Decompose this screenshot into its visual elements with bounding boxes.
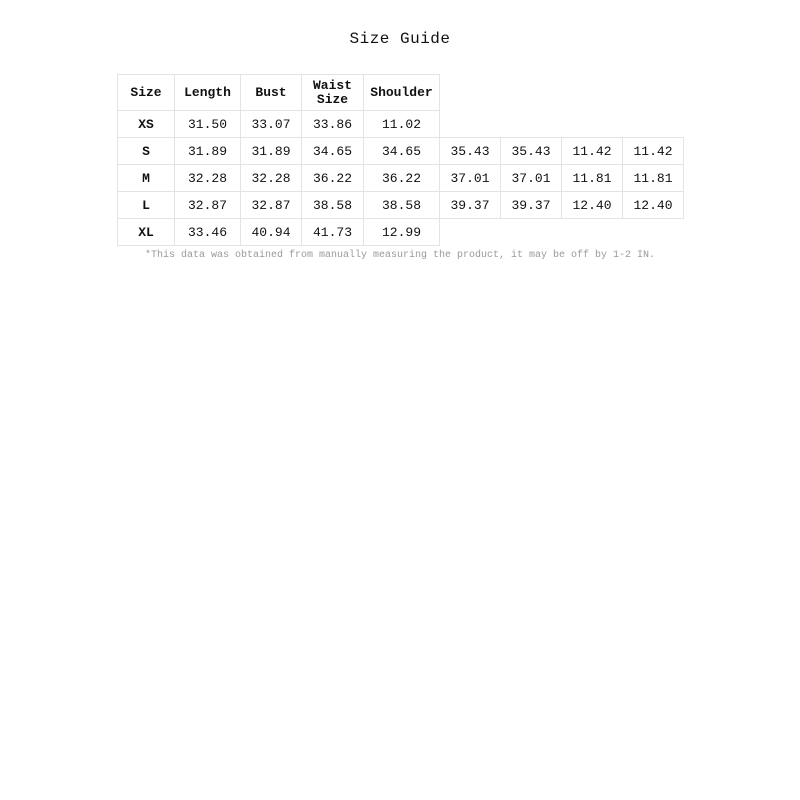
table-cell: 33.46 xyxy=(175,219,241,246)
table-cell: 32.28 xyxy=(175,165,241,192)
table-cell: 33.86 xyxy=(302,111,364,138)
table-header-row xyxy=(118,75,684,111)
table-cell: 37.01 xyxy=(440,165,501,192)
measurement-note: *This data was obtained from manually measuring the product, it may be off by 1-2 IN. xyxy=(144,250,656,261)
table-cell: 35.43 xyxy=(501,138,562,165)
table-cell: 11.02 xyxy=(364,111,440,138)
size-label: XS xyxy=(118,111,175,138)
table-row xyxy=(118,111,684,138)
table-cell: 34.65 xyxy=(364,138,440,165)
blank-cell xyxy=(440,111,501,138)
blank-cell xyxy=(501,111,562,138)
table-row xyxy=(118,192,684,219)
blank-cell xyxy=(623,75,684,111)
table-cell: 37.01 xyxy=(501,165,562,192)
blank-cell xyxy=(623,219,684,246)
table-cell: 12.99 xyxy=(364,219,440,246)
table-cell: 34.65 xyxy=(302,138,364,165)
table-cell: 12.40 xyxy=(562,192,623,219)
size-label: XL xyxy=(118,219,175,246)
blank-cell xyxy=(501,219,562,246)
blank-cell xyxy=(501,75,562,111)
table-cell: 38.58 xyxy=(364,192,440,219)
table-cell: 33.07 xyxy=(241,111,302,138)
blank-cell xyxy=(623,111,684,138)
size-label: S xyxy=(118,138,175,165)
header-waist-size: Waist Size xyxy=(302,75,364,111)
header-bust: Bust xyxy=(241,75,302,111)
table-cell: 39.37 xyxy=(440,192,501,219)
table-cell: 36.22 xyxy=(302,165,364,192)
table-cell: 39.37 xyxy=(501,192,562,219)
table-cell: 36.22 xyxy=(364,165,440,192)
header-shoulder: Shoulder xyxy=(364,75,440,111)
table-row xyxy=(118,165,684,192)
blank-cell xyxy=(562,219,623,246)
table-cell: 11.81 xyxy=(623,165,684,192)
size-table xyxy=(117,74,684,246)
table-cell: 32.28 xyxy=(241,165,302,192)
table-row xyxy=(118,138,684,165)
table-cell: 40.94 xyxy=(241,219,302,246)
table-cell: 41.73 xyxy=(302,219,364,246)
blank-cell xyxy=(440,75,501,111)
size-label: L xyxy=(118,192,175,219)
blank-cell xyxy=(440,219,501,246)
table-cell: 31.89 xyxy=(241,138,302,165)
table-cell: 32.87 xyxy=(241,192,302,219)
table-cell: 31.89 xyxy=(175,138,241,165)
table-cell: 11.42 xyxy=(623,138,684,165)
table-cell: 12.40 xyxy=(623,192,684,219)
blank-cell xyxy=(562,75,623,111)
table-row xyxy=(118,219,684,246)
size-label: M xyxy=(118,165,175,192)
table-cell: 32.87 xyxy=(175,192,241,219)
table-cell: 35.43 xyxy=(440,138,501,165)
header-size: Size xyxy=(118,75,175,111)
table-cell: 31.50 xyxy=(175,111,241,138)
table-cell: 11.81 xyxy=(562,165,623,192)
page-title: Size Guide xyxy=(349,30,451,48)
table-cell: 11.42 xyxy=(562,138,623,165)
table-cell: 38.58 xyxy=(302,192,364,219)
header-length: Length xyxy=(175,75,241,111)
blank-cell xyxy=(562,111,623,138)
